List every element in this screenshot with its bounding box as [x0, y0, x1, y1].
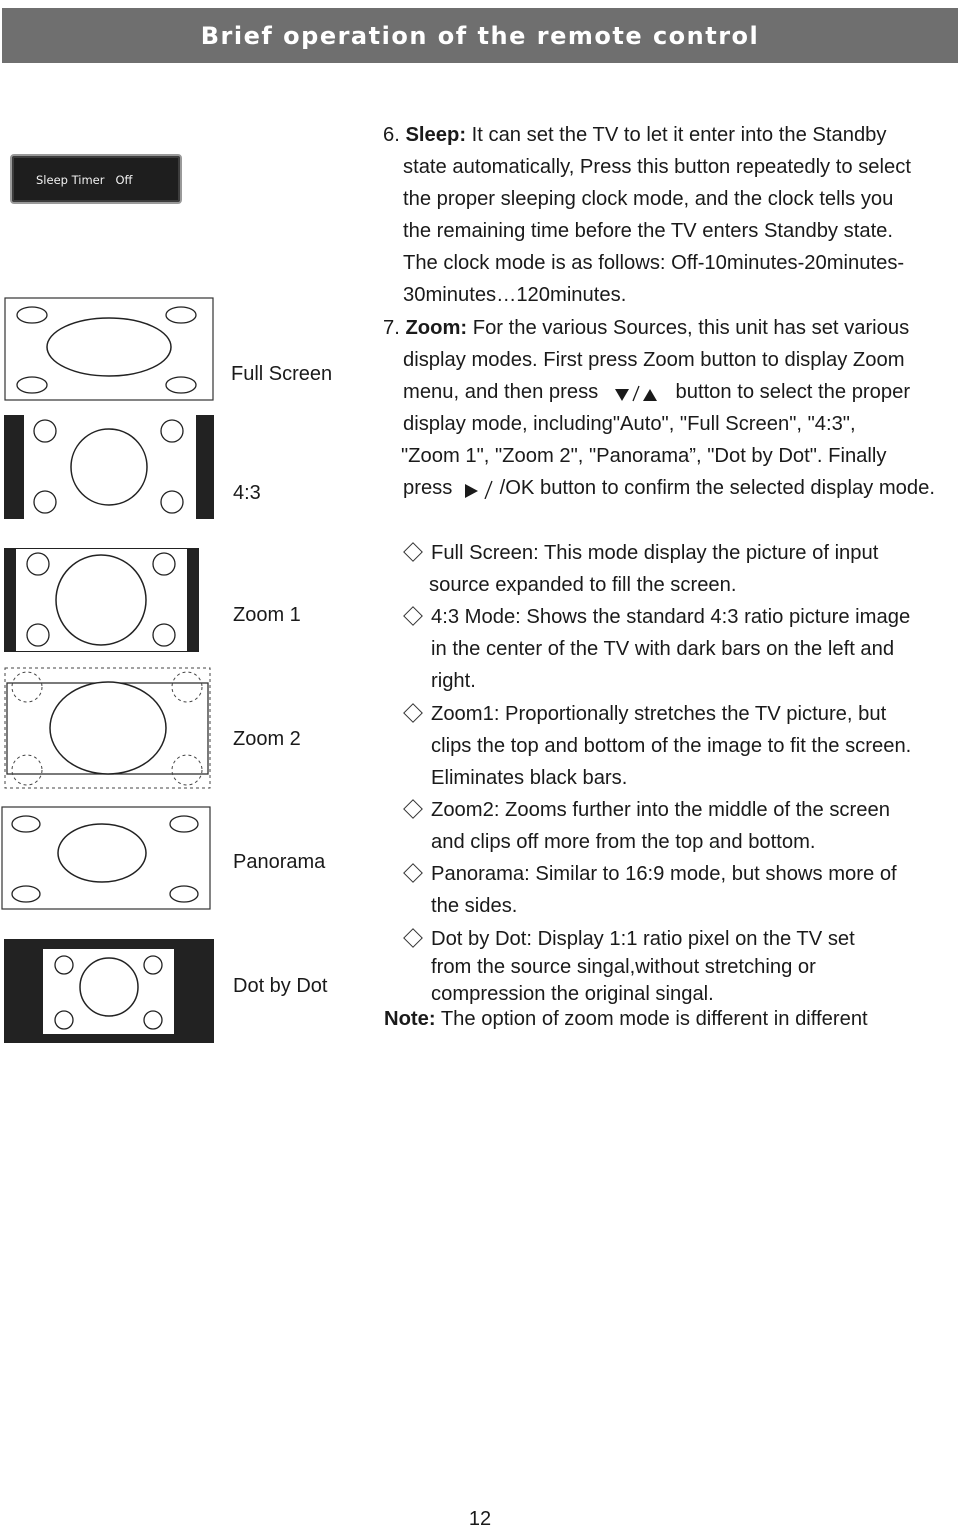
sleep-text: It can set the TV to let it enter into the Standby [471, 124, 887, 146]
bullet-full-screen-line-2: source expanded to fill the screen. [429, 574, 737, 596]
page-number: 12 [468, 1508, 492, 1530]
diamond-bullet-icon [403, 863, 423, 883]
down-up-arrows-icon [610, 383, 666, 403]
zoom-line-3 [403, 380, 910, 404]
zoom2-diagram [5, 668, 210, 788]
zoom-line-6 [403, 476, 935, 500]
zoom-number: 7. [383, 317, 400, 339]
mode-label-dot-by-dot: Dot by Dot [233, 975, 328, 997]
zoom-line-4: display mode, including"Auto", "Full Screen", "4:3", [403, 413, 856, 435]
dot-by-dot-diagram [4, 939, 214, 1043]
bullet-4-3-line-3: right. [431, 670, 476, 692]
right-arrow-icon [462, 479, 496, 499]
bullet-4-3-line-1: 4:3 Mode: Shows the standard 4:3 ratio picture image [431, 606, 911, 628]
zoom1-diagram [4, 548, 199, 652]
bullet-panorama-line-2: the sides. [431, 895, 518, 917]
mode-label-panorama: Panorama [233, 851, 326, 873]
bullet-dot-by-dot-line-2: from the source singal,without stretching or [431, 956, 816, 978]
diamond-bullet-icon [403, 928, 423, 948]
mode-label-4-3: 4:3 [233, 482, 261, 504]
bullet-zoom1-line-3: Eliminates black bars. [431, 767, 628, 789]
zoom-line-3b: button to select the proper [675, 381, 911, 403]
sleep-line-2: state automatically, Press this button repeatedly to select [403, 156, 911, 178]
full-screen-diagram [5, 298, 213, 400]
sleep-line-5: The clock mode is as follows: Off-10minutes-20minutes- [403, 252, 905, 274]
zoom-line-6b: /OK button to confirm the selected display mode. [499, 477, 935, 499]
panorama-diagram [2, 807, 210, 909]
sleep-title: Sleep: [405, 124, 467, 146]
aspect-4-3-diagram [4, 415, 214, 519]
bullet-panorama-line-1: Panorama: Similar to 16:9 mode, but shows more of [431, 863, 897, 885]
sleep-line-6: 30minutes…120minutes. [403, 284, 627, 306]
sleep-line-1 [383, 123, 887, 147]
diamond-bullet-icon [403, 703, 423, 723]
mode-label-full-screen: Full Screen [231, 363, 333, 385]
sleep-line-3: the proper sleeping clock mode, and the clock tells you [403, 188, 894, 210]
zoom-mode-diagrams [0, 0, 360, 1060]
diamond-bullet-icon [403, 606, 423, 626]
zoom-line-2: display modes. First press Zoom button to display Zoom [403, 349, 905, 371]
zoom-line-1 [383, 316, 909, 340]
zoom-title: Zoom: [405, 317, 468, 339]
note-text: The option of zoom mode is different in different [440, 1008, 868, 1030]
sleep-line-4: the remaining time before the TV enters Standby state. [403, 220, 894, 242]
bullet-zoom2-line-1: Zoom2: Zooms further into the middle of the screen [431, 799, 890, 821]
bullet-dot-by-dot-line-3: compression the original singal. [431, 983, 714, 1005]
bullet-full-screen-line-1: Full Screen: This mode display the picture of input [431, 542, 879, 564]
diamond-bullet-icon [403, 542, 423, 562]
mode-label-zoom1: Zoom 1 [233, 604, 301, 626]
mode-label-zoom2: Zoom 2 [233, 728, 301, 750]
note [384, 1007, 868, 1031]
page-title: Brief operation of the remote control [200, 21, 760, 50]
sleep-number: 6. [383, 124, 400, 146]
bullet-zoom1-line-2: clips the top and bottom of the image to fit the screen. [431, 735, 912, 757]
zoom-line-3a: menu, and then press [403, 381, 599, 403]
bullet-4-3-line-2: in the center of the TV with dark bars on the left and [431, 638, 895, 660]
bullet-zoom1-line-1: Zoom1: Proportionally stretches the TV picture, but [431, 703, 887, 725]
bullet-zoom2-line-2: and clips off more from the top and bottom. [431, 831, 816, 853]
diamond-bullet-icon [403, 799, 423, 819]
zoom-line-5: "Zoom 1", "Zoom 2", "Panorama”, "Dot by Dot". Finally [401, 445, 887, 467]
bullet-dot-by-dot-line-1: Dot by Dot: Display 1:1 ratio pixel on the TV set [431, 928, 855, 950]
note-title: Note: [384, 1008, 436, 1030]
zoom-line-6a: press [403, 477, 453, 499]
zoom-text: For the various Sources, this unit has set various [472, 317, 910, 339]
sleep-timer-osd-label: Sleep Timer Off [36, 173, 133, 187]
